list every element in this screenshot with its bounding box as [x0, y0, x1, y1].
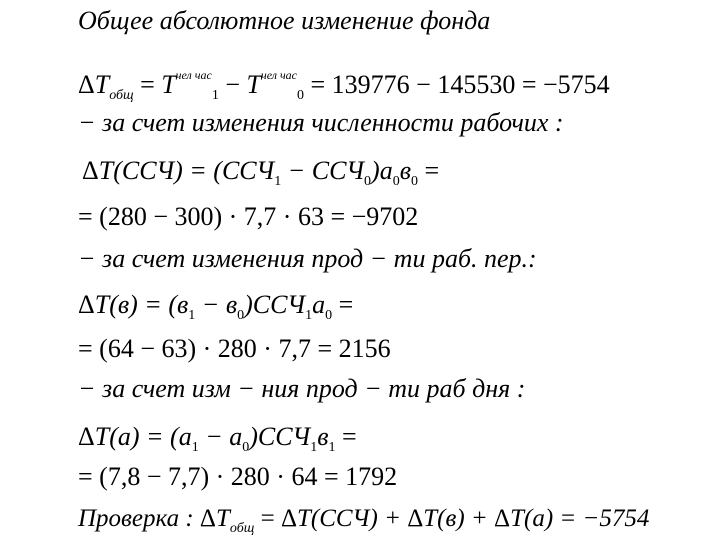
label-productivity-effect: − за счет изменения прод − ти раб. пер.: — [78, 244, 537, 273]
formula-left: T(ССЧ) = (ССЧ — [98, 156, 275, 185]
formula-right: )ССЧ — [244, 290, 306, 319]
delta-symbol: Δ — [407, 505, 424, 532]
equals: = — [254, 505, 281, 532]
formula-total-change — [78, 58, 720, 113]
subscript-0: 0 — [364, 174, 372, 189]
calc-workday-effect: = (7,8 − 7,7) · 280 · 64 = 1792 — [78, 462, 398, 491]
subscript-a0: 0 — [325, 308, 333, 323]
subscript-1: 1 — [211, 88, 219, 103]
delta-symbol: Δ — [199, 505, 216, 532]
verification-line — [78, 502, 720, 546]
var-b: в — [399, 156, 412, 185]
subscript-ss1: 1 — [305, 308, 313, 323]
term-headcount: T(ССЧ) + — [297, 505, 408, 532]
subscript-0: 0 — [242, 440, 250, 455]
subscript-ss1: 1 — [310, 440, 318, 455]
equals: = — [133, 70, 162, 99]
delta-symbol: Δ — [494, 505, 511, 532]
total-result: = 139776 − 145530 = −5754 — [304, 70, 610, 99]
subscript-0: 0 — [237, 308, 245, 323]
var-T1: T — [161, 70, 176, 99]
label-workday-effect: − за счет изм − ния прод − ти раб дня : — [78, 374, 526, 403]
formula-headcount-effect — [82, 154, 720, 199]
var-T: T — [215, 505, 230, 532]
check-label: Проверка : — [78, 505, 200, 532]
label-headcount-effect: − за счет изменения численности рабочих : — [78, 108, 564, 137]
formula-workday-effect — [78, 420, 720, 465]
subscript-1: 1 — [274, 174, 282, 189]
formula-left: T(в) = (в — [94, 290, 189, 319]
formula-mid: − в — [195, 290, 238, 319]
var-T: T — [94, 70, 110, 99]
equals-end: = — [332, 290, 354, 319]
delta-symbol: Δ — [280, 505, 298, 532]
delta-symbol: Δ — [78, 422, 95, 451]
subscript-1: 1 — [191, 440, 199, 455]
calc-headcount-effect: = (280 − 300) · 7,7 · 63 = −9702 — [78, 202, 419, 231]
calc-productivity-effect: = (64 − 63) · 280 · 7,7 = 2156 — [78, 334, 391, 363]
equals-end: = — [418, 156, 440, 185]
delta-symbol: Δ — [82, 156, 99, 185]
formula-right: )a — [371, 156, 393, 185]
formula-productivity-effect — [78, 288, 720, 333]
equals-end: = — [335, 422, 357, 451]
slide-title: Общее абсолютное изменение фонда — [78, 6, 491, 35]
var-T0: T — [246, 70, 261, 99]
subscript-b1: 1 — [328, 440, 336, 455]
formula-right: )ССЧ — [249, 422, 311, 451]
subscript-total: общ — [109, 88, 134, 103]
subscript-b0: 0 — [411, 174, 419, 189]
subscript-total: общ — [229, 521, 255, 536]
var-b: в — [317, 422, 329, 451]
delta-symbol: Δ — [78, 290, 95, 319]
superscript-person-hours-0: чел час — [260, 68, 298, 82]
var-a: a — [312, 290, 326, 319]
term-workday: T(a) = −5754 — [510, 505, 650, 532]
formula-mid: − ССЧ — [281, 156, 365, 185]
term-productivity: T(в) + — [423, 505, 495, 532]
minus: − — [218, 70, 247, 99]
formula-mid: − a — [198, 422, 243, 451]
subscript-a0: 0 — [392, 174, 400, 189]
superscript-person-hours-1: чел час — [175, 68, 212, 82]
subscript-1: 1 — [188, 308, 196, 323]
formula-left: T(a) = (a — [94, 422, 192, 451]
delta-symbol: Δ — [78, 70, 95, 99]
subscript-0: 0 — [297, 88, 305, 103]
